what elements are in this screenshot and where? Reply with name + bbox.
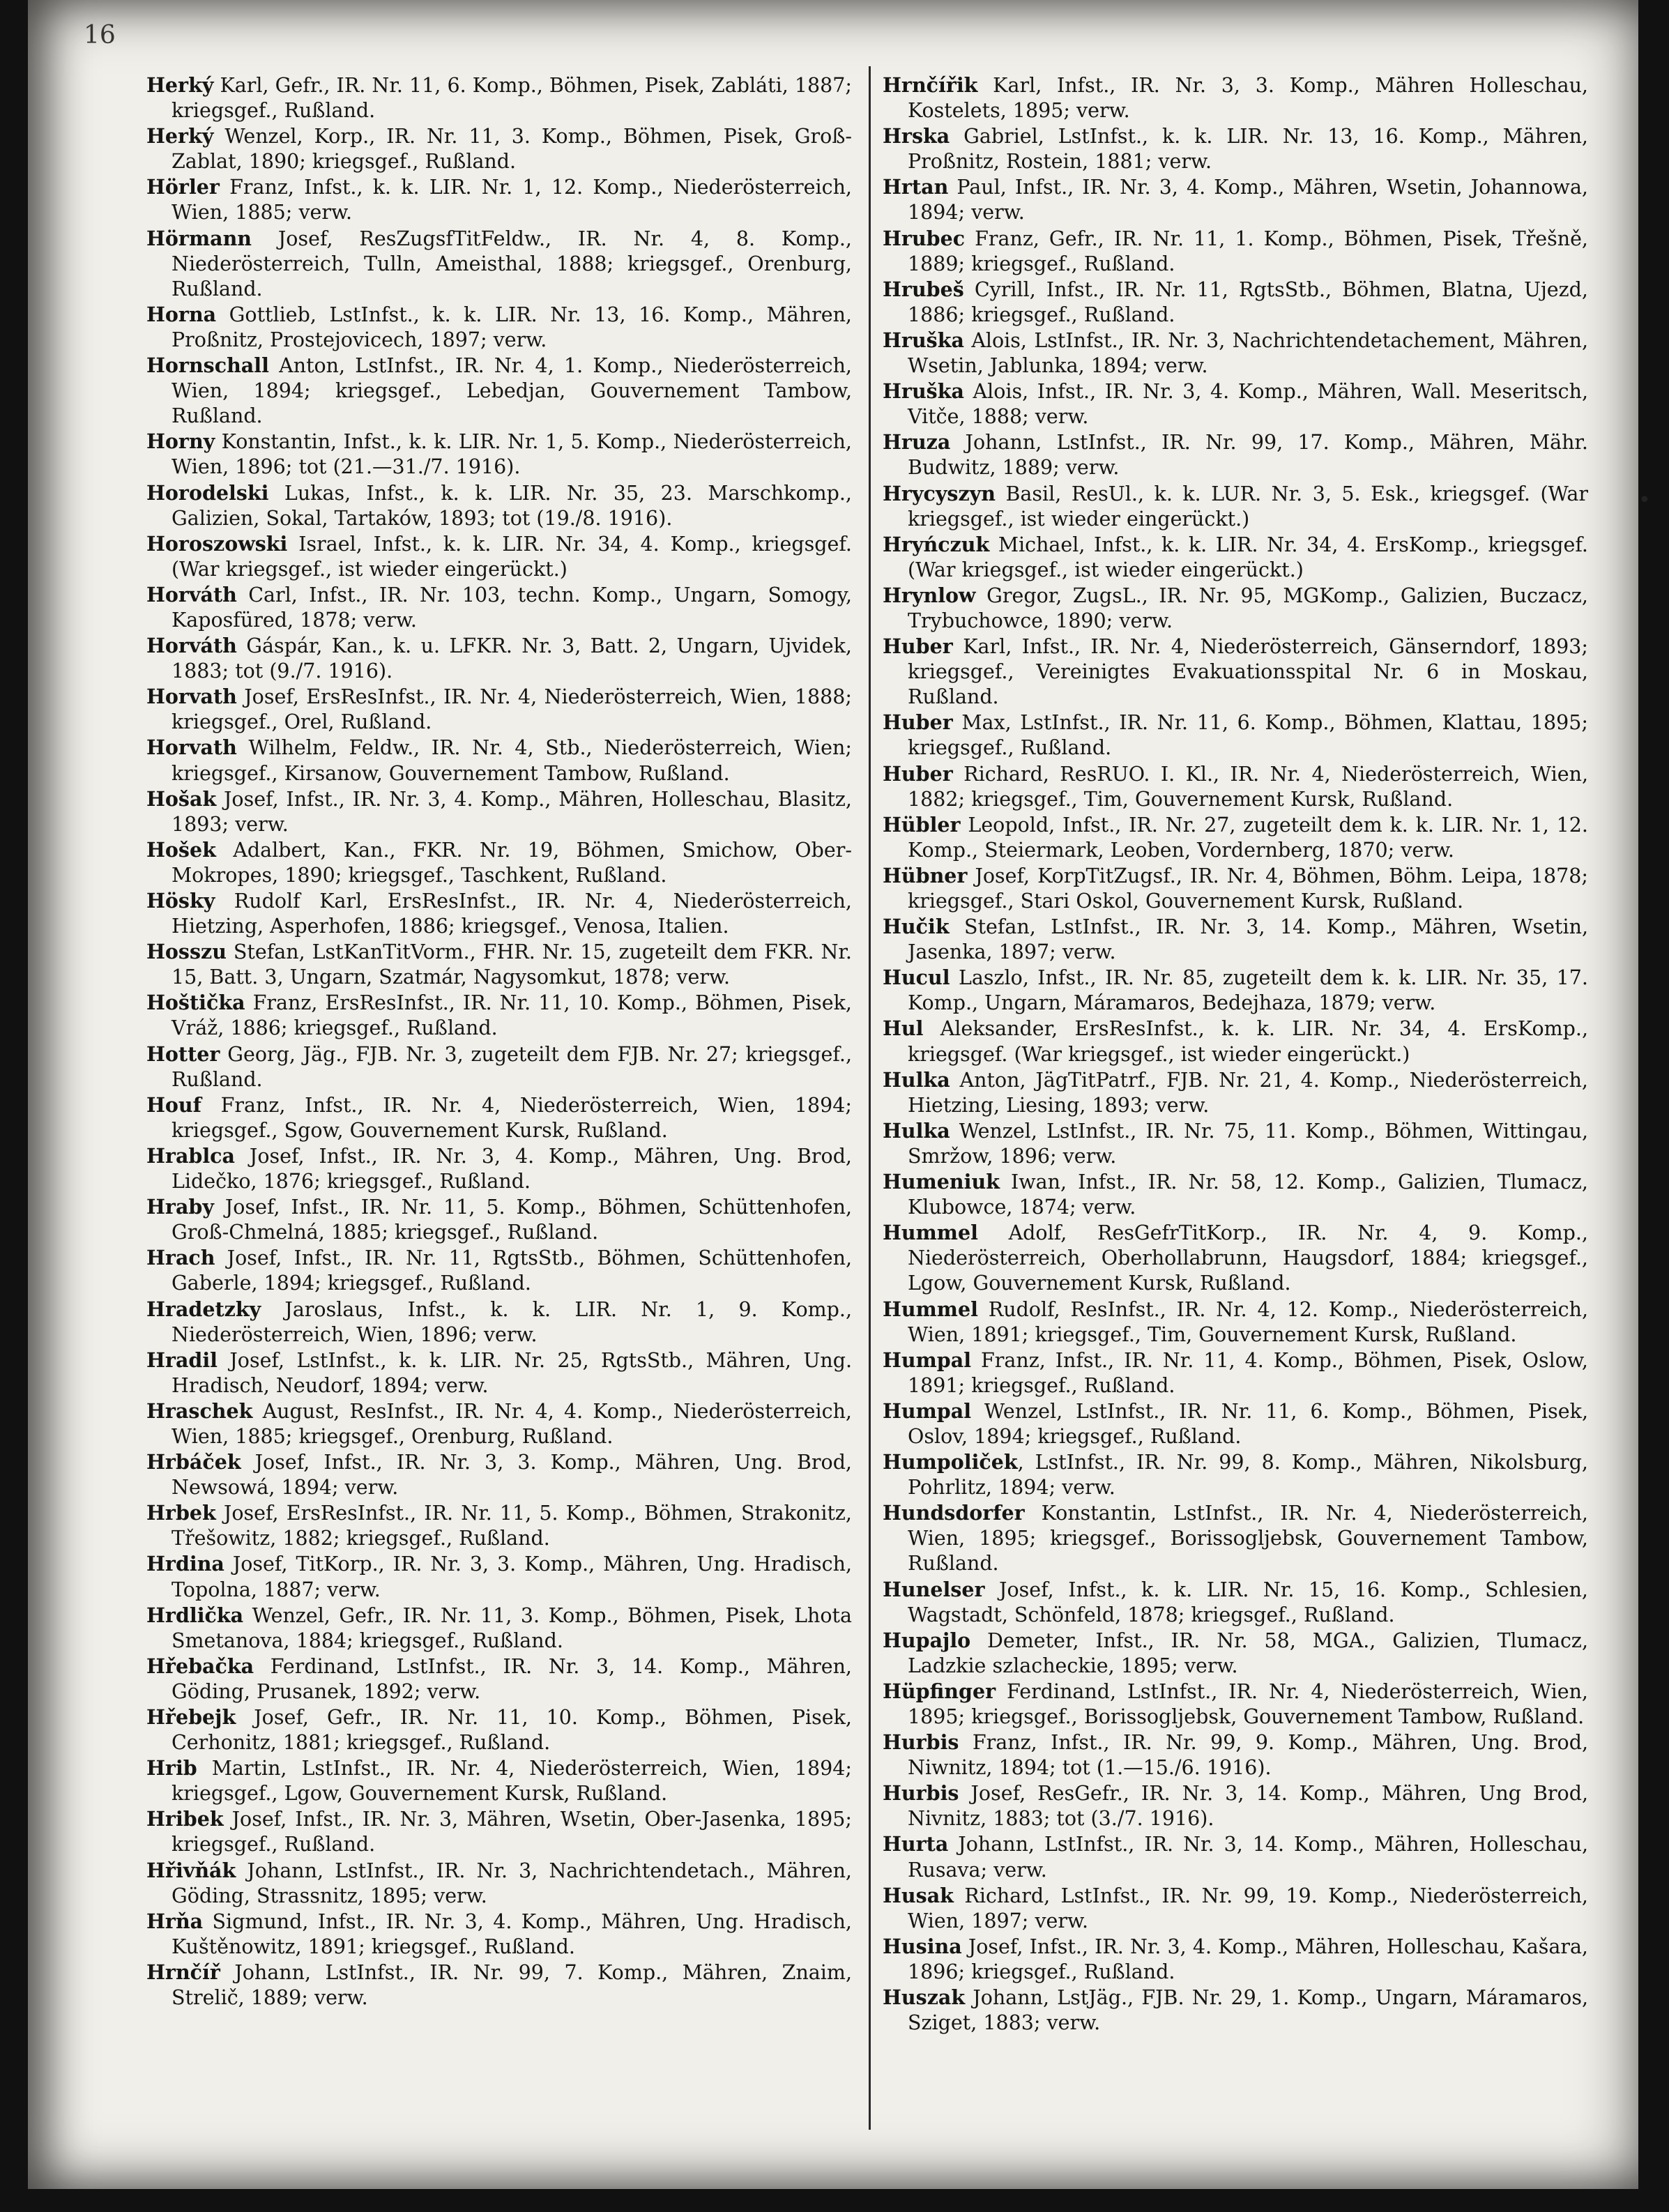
entry-surname: Hřivňák [146, 1858, 236, 1882]
register-entry [883, 965, 1588, 1016]
entry-surname: Hrablca [146, 1143, 235, 1168]
entry-details: Josef, LstInfst., k. k. LIR. Nr. 25, RgtsStb., Mähren, Ung. Hradisch, Neudorf, 1894; verw. [172, 1348, 852, 1397]
entry-details: Josef, Gefr., IR. Nr. 11, 10. Komp., Böhmen, Pisek, Cerhonitz, 1881; kriegsgef., Rußland. [172, 1706, 852, 1755]
entry-details: Konstantin, Infst., k. k. LIR. Nr. 1, 5. Komp., Niederösterreich, Wien, 1896; tot (21.—31./7. 1916). [172, 430, 852, 479]
register-entry [883, 277, 1588, 328]
register-entry [883, 429, 1588, 480]
register-entry [883, 1220, 1588, 1296]
entry-surname: Huszak [883, 1985, 966, 2010]
entry-surname: Hübler [883, 812, 961, 837]
entry-details: Leopold, Infst., IR. Nr. 27, zugeteilt dem k. k. LIR. Nr. 1, 12. Komp., Steiermark, Leoben, Vordernberg, 1870; verw. [908, 813, 1588, 862]
entry-surname: Hucul [883, 966, 950, 990]
register-entry [883, 73, 1588, 123]
entry-details: Josef, ErsResInfst., IR. Nr. 11, 5. Komp., Böhmen, Strakonitz, Třešowitz, 1882; kriegsgef., Rußland. [172, 1502, 852, 1550]
register-entry [883, 1016, 1588, 1067]
register-entry [146, 633, 852, 684]
entry-details: Karl, Infst., IR. Nr. 4, Niederösterreich, Gänserndorf, 1893; kriegsgef., Vereinigtes Evakuationsspital Nr. 6 in Moskau, Rußland. [908, 635, 1588, 709]
entry-surname: Hundsdorfer [883, 1501, 1025, 1525]
entry-surname: Huber [883, 710, 953, 735]
register-entry [883, 1577, 1588, 1628]
entry-surname: Hruška [883, 379, 964, 404]
entry-surname: Hřebejk [146, 1705, 236, 1729]
register-entry [883, 532, 1588, 583]
entry-surname: Hösky [146, 889, 215, 913]
register-entry [146, 582, 852, 633]
entry-details: Israel, Infst., k. k. LIR. Nr. 34, 4. Komp., kriegsgef. (War kriegsgef., ist wieder eingerückt.) [172, 532, 852, 581]
entry-details: Adolf, ResGefrTitKorp., IR. Nr. 4, 9. Komp., Niederösterreich, Oberhollabrunn, Haugsdorf, 1884; kriegsgef., Lgow, Gouvernement Kursk, Rußland. [908, 1221, 1588, 1295]
register-entry [146, 1858, 852, 1909]
entry-surname: Huber [883, 761, 953, 786]
register-entry [883, 1169, 1588, 1220]
register-entry [146, 353, 852, 429]
entry-details: Karl, Infst., IR. Nr. 3, 3. Komp., Mähren Holleschau, Kostelets, 1895; verw. [908, 74, 1588, 123]
register-entry [883, 634, 1588, 710]
register-entry [883, 1297, 1588, 1348]
entry-details: Wenzel, Gefr., IR. Nr. 11, 3. Komp., Böhmen, Pisek, Lhota Smetanova, 1884; kriegsgef., Rußland. [172, 1603, 852, 1652]
entry-surname: Hurbis [883, 1781, 959, 1806]
register-entry [883, 1348, 1588, 1398]
entry-details: Martin, LstInfst., IR. Nr. 4, Niederösterreich, Wien, 1894; kriegsgef., Lgow, Gouvernement Kursk, Rußland. [172, 1757, 852, 1806]
entry-details: Konstantin, LstInfst., IR. Nr. 4, Niederösterreich, Wien, 1895; kriegsgef., Borissogljebsk, Gouvernement Tambow, Rußland. [908, 1502, 1588, 1576]
entry-details: Josef, ResZugsfTitFeldw., IR. Nr. 4, 8. Komp., Niederösterreich, Tulln, Ameisthal, 1888; kriegsgef., Orenburg, Rußland. [172, 227, 852, 300]
register-entry [146, 1143, 852, 1194]
entry-details: Richard, ResRUO. I. Kl., IR. Nr. 4, Niederösterreich, Wien, 1882; kriegsgef., Tim, Gouvernement Kursk, Rußland. [908, 762, 1588, 811]
register-entry [146, 837, 852, 888]
register-entry [883, 481, 1588, 532]
entry-surname: Horna [146, 302, 217, 326]
entry-details: Josef, Infst., IR. Nr. 3, 4. Komp., Mähren, Holleschau, Kašara, 1896; kriegsgef., Rußland. [908, 1935, 1588, 1983]
entry-details: Gabriel, LstInfst., k. k. LIR. Nr. 13, 16. Komp., Mähren, Proßnitz, Rostein, 1881; verw. [908, 125, 1588, 174]
entry-details: Josef, Infst., IR. Nr. 3, 3. Komp., Mähren, Ung. Brod, Newsowá, 1894; verw. [172, 1451, 852, 1500]
entry-surname: Humpal [883, 1398, 972, 1423]
entry-details: Josef, Infst., IR. Nr. 3, Mähren, Wsetin, Ober-Jasenka, 1895; kriegsgef., Rußland. [172, 1808, 852, 1856]
entry-details: Franz, Gefr., IR. Nr. 11, 1. Komp., Böhmen, Pisek, Třešně, 1889; kriegsgef., Rußland. [908, 227, 1588, 275]
register-entry [146, 174, 852, 225]
entry-details: Carl, Infst., IR. Nr. 103, techn. Komp., Ungarn, Somogy, Kaposfüred, 1878; verw. [172, 583, 852, 632]
register-entry [883, 379, 1588, 429]
entry-surname: Hunelser [883, 1577, 985, 1601]
document-page [28, 0, 1651, 2189]
entry-details: Johann, LstInfst., IR. Nr. 99, 7. Komp., Mähren, Znaim, Strelič, 1889; verw. [172, 1960, 852, 2010]
entry-surname: Hrska [883, 124, 950, 148]
register-entry [883, 1934, 1588, 1985]
register-entry [146, 1449, 852, 1500]
entry-surname: Hučik [883, 915, 950, 939]
entry-surname: Hummel [883, 1297, 978, 1321]
entry-details: Franz, Infst., k. k. LIR. Nr. 1, 12. Komp., Niederösterreich, Wien, 1885; verw. [172, 176, 852, 224]
entry-details: Anton, LstInfst., IR. Nr. 4, 1. Komp., Niederösterreich, Wien, 1894; kriegsgef., Lebedjan, Gouvernement Tambow, Rußland. [172, 354, 852, 428]
register-entry [146, 786, 852, 837]
register-entry [883, 1449, 1588, 1500]
entry-surname: Husak [883, 1883, 954, 1907]
entry-details: Aleksander, ErsResInfst., k. k. LIR. Nr. 34, 4. ErsKomp., kriegsgef. (War kriegsgef., ist wieder eingerückt.) [908, 1017, 1588, 1066]
entry-details: Stefan, LstKanTitVorm., FHR. Nr. 15, zugeteilt dem FKR. Nr. 15, Batt. 3, Ungarn, Szatmár, Nagysomkut, 1878; verw. [172, 940, 852, 989]
left-column [146, 73, 852, 2011]
register-entry [146, 302, 852, 353]
entry-surname: Hrňa [146, 1909, 204, 1933]
entry-details: Richard, LstInfst., IR. Nr. 99, 19. Komp., Niederösterreich, Wien, 1897; verw. [908, 1884, 1588, 1932]
entry-details: Franz, ErsResInfst., IR. Nr. 11, 10. Komp., Böhmen, Pisek, Vráž, 1886; kriegsgef., Rußland. [172, 991, 852, 1040]
entry-details: Franz, Infst., IR. Nr. 4, Niederösterreich, Wien, 1894; kriegsgef., Sgow, Gouvernement Kursk, Rußland. [172, 1093, 852, 1142]
entry-surname: Hörler [146, 175, 220, 199]
register-entry [146, 1297, 852, 1348]
entry-surname: Horváth [146, 582, 237, 607]
entry-surname: Houf [146, 1092, 201, 1117]
entry-surname: Hrynlow [883, 583, 976, 607]
register-entry [146, 480, 852, 531]
entry-surname: Hrnčířik [883, 73, 978, 97]
entry-details: Max, LstInfst., IR. Nr. 11, 6. Komp., Böhmen, Klattau, 1895; kriegsgef., Rußland. [908, 711, 1588, 760]
entry-details: Basil, ResUl., k. k. LUR. Nr. 3, 5. Esk., kriegsgef. (War kriegsgef., ist wieder eingerückt.) [908, 482, 1588, 531]
entry-surname: Horvath [146, 685, 237, 709]
entry-surname: Hrubec [883, 226, 966, 250]
entry-details: Anton, JägTitPatrf., FJB. Nr. 21, 4. Komp., Niederösterreich, Hietzing, Liesing, 1893; verw. [908, 1068, 1588, 1117]
entry-surname: Hrdlička [146, 1603, 244, 1627]
entry-details: Josef, Infst., IR. Nr. 11, RgtsStb., Böhmen, Schüttenhofen, Gaberle, 1894; kriegsgef., Rußland. [172, 1246, 852, 1295]
register-entry [883, 914, 1588, 965]
entry-surname: Hummel [883, 1221, 978, 1245]
entry-details: Josef, KorpTitZugsf., IR. Nr. 4, Böhmen, Böhm. Leipa, 1878; kriegsgef., Stari Oskol, Gouvernement Kursk, Rußland. [908, 864, 1588, 913]
entry-surname: Hrdina [146, 1552, 224, 1576]
entry-details: Georg, Jäg., FJB. Nr. 3, zugeteilt dem FJB. Nr. 27; kriegsgef., Rußland. [172, 1042, 852, 1091]
entry-surname: Hrach [146, 1246, 215, 1270]
entry-details: Karl, Gefr., IR. Nr. 11, 6. Komp., Böhmen, Pisek, Zabláti, 1887; kriegsgef., Rußland. [172, 74, 852, 123]
entry-surname: Hruška [883, 328, 964, 352]
register-entry [883, 226, 1588, 277]
register-entry [883, 812, 1588, 863]
register-entry [146, 226, 852, 302]
entry-details: Demeter, Infst., IR. Nr. 58, MGA., Galizien, Tlumacz, Ladzkie szlacheckie, 1895; verw. [908, 1629, 1588, 1677]
entry-details: Johann, LstJäg., FJB. Nr. 29, 1. Komp., Ungarn, Máramaros, Sziget, 1883; verw. [908, 1986, 1588, 2035]
entry-surname: Hrbáček [146, 1450, 241, 1474]
entry-details: Laszlo, Infst., IR. Nr. 85, zugeteilt dem k. k. LIR. Nr. 35, 17. Komp., Ungarn, Máramaros, Bedejhaza, 1879; verw. [908, 966, 1588, 1015]
register-entry [146, 1755, 852, 1806]
entry-surname: Herký [146, 124, 214, 148]
bullet-mark: • [1638, 488, 1651, 512]
register-entry [883, 1067, 1588, 1118]
register-entry [883, 761, 1588, 812]
entry-surname: Hulka [883, 1118, 950, 1143]
register-entry [883, 1500, 1588, 1576]
entry-surname: Hotter [146, 1042, 220, 1066]
register-entry [146, 1500, 852, 1551]
entry-surname: Humpoliček [883, 1450, 1018, 1474]
register-entry [883, 1730, 1588, 1780]
register-entry [883, 123, 1588, 174]
entry-details: Wenzel, LstInfst., IR. Nr. 75, 11. Komp., Böhmen, Wittingau, Smržow, 1896; verw. [908, 1119, 1588, 1168]
entry-surname: Hošek [146, 837, 216, 862]
entry-surname: Hulka [883, 1067, 950, 1092]
register-entry [883, 1679, 1588, 1730]
entry-details: Josef, ErsResInfst., IR. Nr. 4, Niederösterreich, Wien, 1888; kriegsgef., Orel, Rußland. [172, 685, 852, 734]
entry-details: Ferdinand, LstInfst., IR. Nr. 4, Niederösterreich, Wien, 1895; kriegsgef., Borissogljebsk, Gouvernement Tambow, Rußland. [908, 1679, 1588, 1728]
entry-surname: Hübner [883, 863, 968, 887]
entry-surname: Hoštička [146, 991, 245, 1015]
register-entry [146, 1909, 852, 1960]
register-entry [146, 531, 852, 582]
register-entry [883, 583, 1588, 634]
register-entry [883, 1398, 1588, 1449]
entry-surname: Hosszu [146, 940, 227, 964]
entry-details: Johann, LstInfst., IR. Nr. 3, 14. Komp., Mähren, Holleschau, Rusava; verw. [908, 1833, 1588, 1882]
register-entry [883, 174, 1588, 225]
register-entry [146, 123, 852, 174]
register-entry [146, 1603, 852, 1654]
entry-details: Lukas, Infst., k. k. LIR. Nr. 35, 23. Marschkomp., Galizien, Sokal, Tartaków, 1893; tot (19./8. 1916). [172, 481, 852, 530]
register-entry [883, 1628, 1588, 1679]
register-entry [883, 1118, 1588, 1169]
register-entry [146, 1654, 852, 1704]
entry-details: Josef, Infst., IR. Nr. 11, 5. Komp., Böhmen, Schüttenhofen, Groß-Chmelná, 1885; kriegsgef., Rußland. [172, 1196, 852, 1244]
entry-details: Gottlieb, LstInfst., k. k. LIR. Nr. 13, 16. Komp., Mähren, Proßnitz, Prostejovicech, 1897; verw. [172, 303, 852, 351]
register-entry [146, 735, 852, 786]
register-entry [146, 429, 852, 480]
entry-surname: Herký [146, 73, 214, 97]
entry-details: Johann, LstInfst., IR. Nr. 99, 17. Komp., Mähren, Mähr. Budwitz, 1889; verw. [908, 431, 1588, 480]
entry-surname: Hupajlo [883, 1628, 971, 1652]
entry-details: Josef, Infst., IR. Nr. 3, 4. Komp., Mähren, Holleschau, Blasitz, 1893; verw. [172, 787, 852, 836]
entry-details: Stefan, LstInfst., IR. Nr. 3, 14. Komp., Mähren, Wsetin, Jasenka, 1897; verw. [908, 915, 1588, 964]
entry-surname: Horoszowski [146, 531, 288, 556]
entry-surname: Hraby [146, 1195, 214, 1219]
register-entry [146, 684, 852, 735]
entry-surname: Humpal [883, 1348, 972, 1372]
entry-surname: Hruza [883, 430, 951, 455]
register-entry [146, 1042, 852, 1092]
entry-details: Alois, Infst., IR. Nr. 3, 4. Komp., Mähren, Wall. Meseritsch, Vitče, 1888; verw. [908, 380, 1588, 429]
entry-details: Josef, TitKorp., IR. Nr. 3, 3. Komp., Mähren, Ung. Hradisch, Topolna, 1887; verw. [172, 1553, 852, 1601]
entry-details: Franz, Infst., IR. Nr. 99, 9. Komp., Mähren, Ung. Brod, Niwnitz, 1894; tot (1.—15./6. 1916). [908, 1731, 1588, 1780]
entry-surname: Hryńczuk [883, 532, 990, 556]
register-entry [146, 1960, 852, 2011]
entry-details: Alois, LstInfst., IR. Nr. 3, Nachrichtendetachement, Mähren, Wsetin, Jablunka, 1894; verw. [908, 328, 1588, 378]
register-entry [146, 1194, 852, 1245]
entry-surname: Hraschek [146, 1398, 253, 1423]
register-entry [883, 1831, 1588, 1882]
entry-surname: Hüpfinger [883, 1679, 996, 1703]
entry-surname: Humeniuk [883, 1170, 1000, 1194]
register-entry [146, 1348, 852, 1398]
entry-details: Sigmund, Infst., IR. Nr. 3, 4. Komp., Mähren, Ung. Hradisch, Kuštěnowitz, 1891; kriegsgef., Rußland. [172, 1909, 852, 1958]
entry-details: Iwan, Infst., IR. Nr. 58, 12. Komp., Galizien, Tlumacz, Klubowce, 1874; verw. [908, 1170, 1588, 1219]
entry-surname: Hörmann [146, 226, 252, 250]
register-entry [146, 939, 852, 990]
entry-surname: Hrtan [883, 175, 949, 199]
entry-details: Wenzel, LstInfst., IR. Nr. 11, 6. Komp., Böhmen, Pisek, Oslov, 1894; kriegsgef., Rußland. [908, 1399, 1588, 1448]
register-entry [883, 328, 1588, 379]
register-entry [146, 73, 852, 123]
entry-surname: Hošak [146, 786, 217, 811]
entry-surname: Hradil [146, 1348, 218, 1372]
entry-details: Ferdinand, LstInfst., IR. Nr. 3, 14. Komp., Mähren, Göding, Prusanek, 1892; verw. [172, 1654, 852, 1703]
register-entry [883, 1883, 1588, 1934]
entry-surname: Hrib [146, 1756, 197, 1780]
register-entry [146, 1245, 852, 1296]
entry-surname: Horvath [146, 735, 237, 760]
entry-details: Adalbert, Kan., FKR. Nr. 19, Böhmen, Smichow, Ober-Mokropes, 1890; kriegsgef., Taschkent, Rußland. [172, 838, 852, 887]
entry-details: Josef, Infst., k. k. LIR. Nr. 15, 16. Komp., Schlesien, Wagstadt, Schönfeld, 1878; kriegsgef., Rußland. [908, 1578, 1588, 1626]
register-entry [883, 710, 1588, 761]
entry-surname: Horodelski [146, 480, 269, 505]
entry-surname: Hrbek [146, 1501, 216, 1525]
entry-details: Gáspár, Kan., k. u. LFKR. Nr. 3, Batt. 2, Ungarn, Ujvidek, 1883; tot (9./7. 1916). [172, 634, 852, 683]
entry-details: Wilhelm, Feldw., IR. Nr. 4, Stb., Niederösterreich, Wien; kriegsgef., Kirsanow, Gouvernement Tambow, Rußland. [172, 736, 852, 785]
entry-surname: Hřebačka [146, 1654, 254, 1678]
entry-surname: Hornschall [146, 353, 269, 378]
register-entry [883, 863, 1588, 914]
column-divider [869, 66, 871, 2130]
entry-details: Paul, Infst., IR. Nr. 3, 4. Komp., Mähren, Wsetin, Johannowa, 1894; verw. [908, 176, 1588, 224]
entry-details: Cyrill, Infst., IR. Nr. 11, RgtsStb., Böhmen, Blatna, Ujezd, 1886; kriegsgef., Rußland. [908, 277, 1588, 326]
entry-surname: Husina [883, 1934, 962, 1958]
entry-surname: Horny [146, 429, 215, 454]
right-column [883, 73, 1588, 2036]
entry-details: Josef, ResGefr., IR. Nr. 3, 14. Komp., Mähren, Ung Brod, Nivnitz, 1883; tot (3./7. 1916). [908, 1782, 1588, 1831]
entry-surname: Huber [883, 634, 953, 659]
entry-details: , LstInfst., IR. Nr. 99, 8. Komp., Mähren, Nikolsburg, Pohrlitz, 1894; verw. [908, 1451, 1588, 1500]
entry-surname: Hurbis [883, 1730, 959, 1755]
register-entry [146, 1806, 852, 1857]
entry-details: Wenzel, Korp., IR. Nr. 11, 3. Komp., Böhmen, Pisek, Groß-Zablat, 1890; kriegsgef., Rußland. [172, 125, 852, 174]
register-entry [146, 1704, 852, 1755]
entry-details: Rudolf, ResInfst., IR. Nr. 4, 12. Komp., Niederösterreich, Wien, 1891; kriegsgef., Tim, Gouvernement Kursk, Rußland. [908, 1297, 1588, 1346]
entry-details: Gregor, ZugsL., IR. Nr. 95, MGKomp., Galizien, Buczacz, Trybuchowce, 1890; verw. [908, 583, 1588, 632]
register-entry [883, 1985, 1588, 2036]
register-entry [146, 990, 852, 1041]
page-number: 16 [84, 21, 116, 49]
entry-surname: Hribek [146, 1807, 224, 1831]
entry-details: Franz, Infst., IR. Nr. 11, 4. Komp., Böhmen, Pisek, Oslow, 1891; kriegsgef., Rußland. [908, 1348, 1588, 1397]
entry-details: Michael, Infst., k. k. LIR. Nr. 34, 4. ErsKomp., kriegsgef. (War kriegsgef., ist wieder eingerückt.) [908, 533, 1588, 581]
register-entry [146, 888, 852, 939]
entry-details: Johann, LstInfst., IR. Nr. 3, Nachrichtendetach., Mähren, Göding, Strassnitz, 1895; verw. [172, 1859, 852, 1907]
entry-surname: Hurta [883, 1832, 949, 1856]
entry-details: Josef, Infst., IR. Nr. 3, 4. Komp., Mähren, Ung. Brod, Lidečko, 1876; kriegsgef., Rußland. [172, 1144, 852, 1193]
entry-details: Jaroslaus, Infst., k. k. LIR. Nr. 1, 9. Komp., Niederösterreich, Wien, 1896; verw. [172, 1297, 852, 1346]
entry-surname: Hrycyszyn [883, 481, 996, 505]
entry-surname: Hrubeš [883, 277, 964, 301]
entry-surname: Hul [883, 1016, 924, 1041]
entry-surname: Hrnčíř [146, 1960, 220, 1984]
register-entry [146, 1398, 852, 1449]
entry-surname: Horváth [146, 634, 237, 658]
register-entry [146, 1551, 852, 1602]
entry-details: August, ResInfst., IR. Nr. 4, 4. Komp., Niederösterreich, Wien, 1885; kriegsgef., Orenburg, Rußland. [172, 1399, 852, 1448]
register-entry [883, 1780, 1588, 1831]
register-entry [146, 1092, 852, 1143]
entry-surname: Hradetzky [146, 1297, 261, 1321]
entry-details: Rudolf Karl, ErsResInfst., IR. Nr. 4, Niederösterreich, Hietzing, Asperhofen, 1886; kriegsgef., Venosa, Italien. [172, 890, 852, 938]
